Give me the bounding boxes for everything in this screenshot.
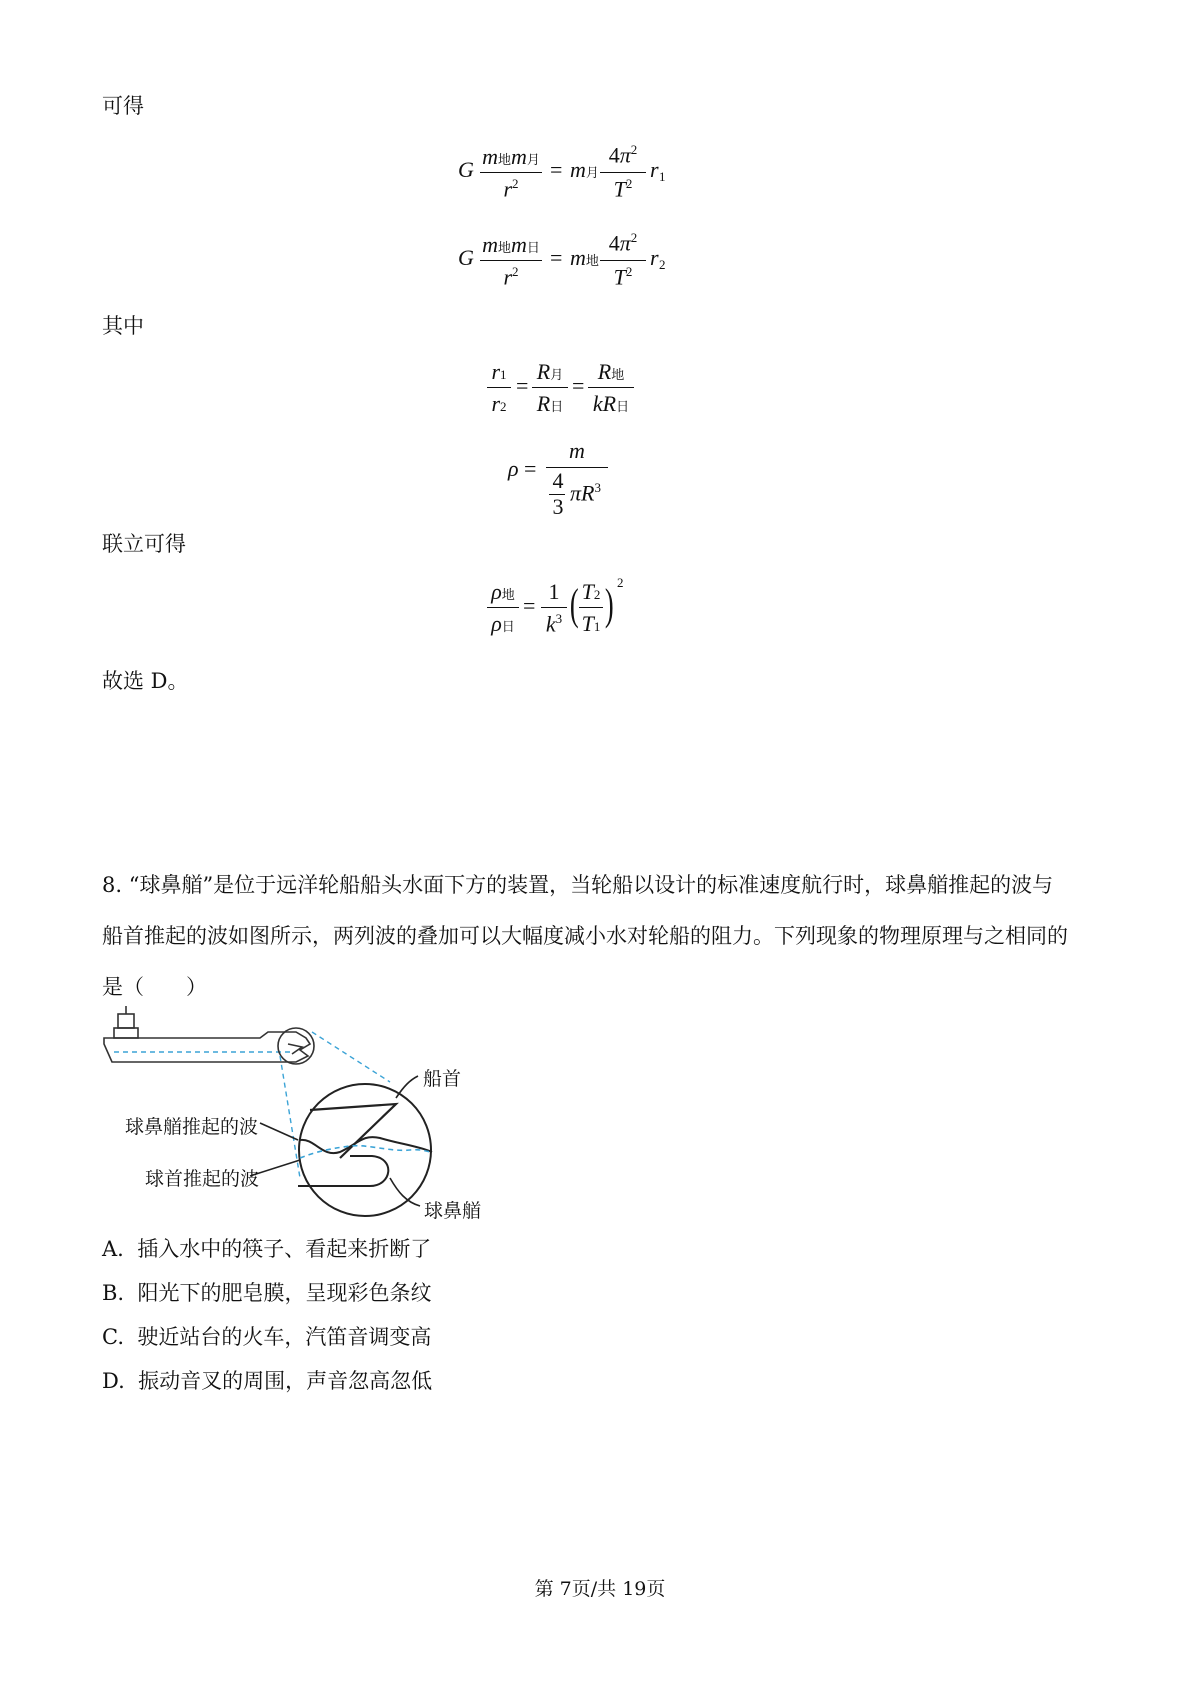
label-bow-wave: 球首推起的波 [145,1168,260,1190]
zoom-guide-right [312,1032,390,1082]
label-bulb-wave: 球鼻艏推起的波 [125,1116,259,1138]
formula-5: ρ地 ρ日 = 1 $k^3$ ( T2 T1 ) 2 [487,575,627,645]
question-line-1: 8. “球鼻艏”是位于远洋轮船船头水面下方的装置，当轮船以设计的标准速度航行时，球鼻艏推起的波与 [102,873,1054,897]
option-d-text: 振动音叉的周围，声音忽高忽低 [138,1369,433,1393]
bulbous-bow-diagram [100,1000,500,1230]
bulb-shape [298,1156,388,1186]
formula-3: r1 r2 = R月 R日 = R地 kR日 [486,357,646,423]
option-b[interactable] [102,1280,902,1324]
label-bulb: 球鼻艏 [424,1200,482,1222]
option-b-text: 阳光下的肥皂膜，呈现彩色条纹 [137,1281,432,1305]
option-c-letter: C. [102,1325,124,1349]
zoom-guide-left [280,1056,300,1178]
option-c[interactable] [102,1324,902,1368]
option-d[interactable] [102,1368,902,1412]
option-c-text: 驶近站台的火车，汽笛音调变高 [137,1325,432,1349]
question-8 [102,860,1102,1013]
text-lian-li: 联立可得 [102,532,186,556]
question-line-2: 船首推起的波如图所示，两列波的叠加可以大幅度减小水对轮船的阻力。下列现象的物理原理与之相同的 [102,924,1068,948]
formula-4: ρ = m 4 3 $\pi R^3$ [508,436,618,522]
text-qi-zhong: 其中 [102,314,144,338]
option-a[interactable] [102,1236,902,1280]
option-a-text: 插入水中的筷子、看起来折断了 [137,1237,432,1261]
option-a-letter: A. [102,1237,124,1261]
option-d-letter: D. [102,1369,125,1393]
label-bow: 船首 [423,1068,462,1090]
options-list [102,1236,902,1412]
page-footer: 第 7页/共 19页 [534,1578,666,1600]
text-conclusion: 故选 D。 [102,669,189,693]
text-ke-de: 可得 [102,94,144,118]
formula-2: G m地m日 $r^2$ = m地 $4\pi^2$ $T^2$ r 2 [458,230,666,290]
option-b-letter: B. [102,1281,125,1305]
question-line-3: 是（ ） [102,975,207,999]
formula-1: G m地m月 $r^2$ = m月 $4\pi^2$ $T^2$ r 1 [458,142,666,202]
